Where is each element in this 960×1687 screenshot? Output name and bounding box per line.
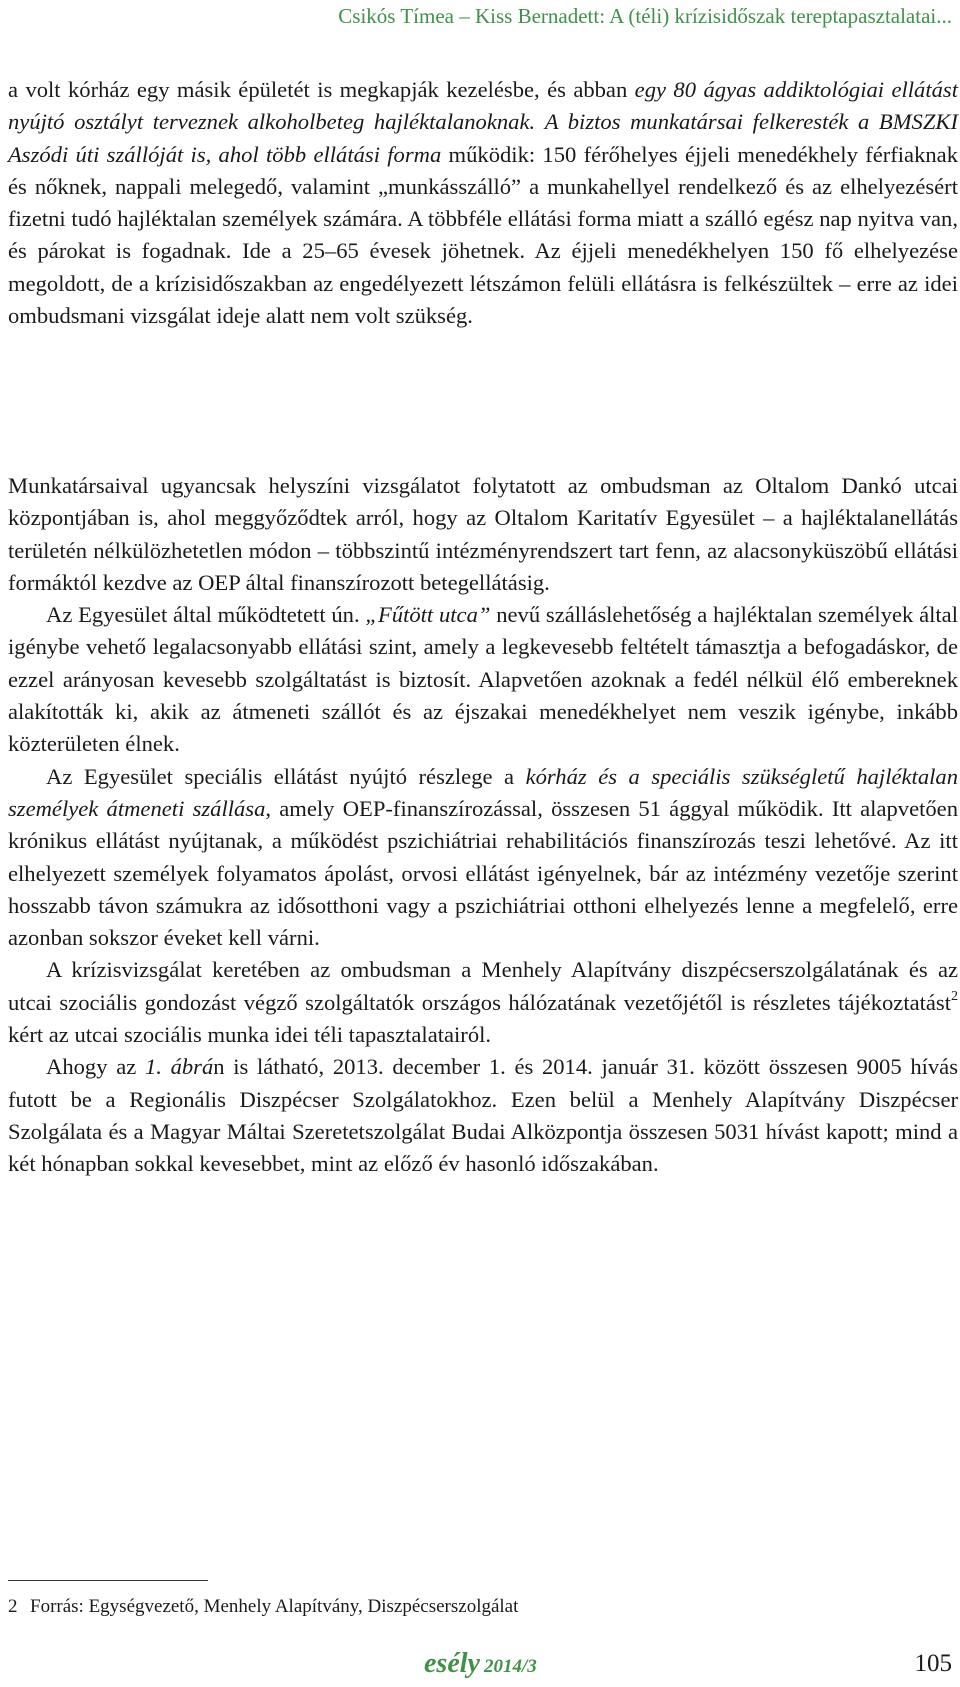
footnote — [8, 1595, 518, 1619]
paragraph: Az Egyesület speciális ellátást nyújtó részlege a kórház és a speciális szükségletű hajléktalan személyek átmeneti szállása, amely OEP-finanszírozással, összesen 51 ággyal működik. Itt alapvetően krónikus ellátást nyújtanak, a működést pszichiátriai rehabilitációs finanszírozás teszi lehetővé. Az itt elhelyezett személyek folyamatos ápolást, orvosi ellátást igényelnek, bár az intézmény vezetője szerint hosszabb távon számukra az idősotthoni vagy a pszichiátriai otthoni elhelyezés lenne a megfelelő, erre azonban sokszor éveket kell várni. — [8, 763, 958, 951]
text-block-main — [8, 470, 958, 1181]
footnote-text: Forrás: Egységvezető, Menhely Alapítvány, Diszpécserszolgálat — [30, 1596, 519, 1617]
running-header: Csikós Tímea – Kiss Bernadett: A (téli) krízisidőszak tereptapasztalatai... — [338, 4, 952, 28]
italic-phrase: kórház és a speciális szükségletű hajléktalan személyek átmeneti szállása — [8, 763, 958, 821]
figure-reference[interactable]: 1. ábrá — [144, 1054, 214, 1080]
journal-name: esély — [424, 1648, 480, 1679]
paragraph: Az Egyesület által működtetett ún. „Fűtött utca” nevű szálláslehetőség a hajléktalan személyek által igénybe vehető legalacsonyabb ellátási szint, amely a legkevesebb feltételt támasztja a befogadáskor, de ezzel arányosan kevesebb szolgáltatást is biztosít. Alapvetően azoknak a fedél nélkül élő embereknek alakították ki, akik az átmeneti szállót és az éjszakai menedékhelyet nem veszik igénybe, inkább közterületen élnek. — [8, 602, 958, 757]
page-number: 105 — [914, 1650, 952, 1677]
journal-issue: 2014/3 — [483, 1656, 537, 1677]
text-block-top — [8, 74, 958, 332]
italic-phrase: „Fűtött utca” — [365, 602, 491, 628]
paragraph: Munkatársaival ugyancsak helyszíni vizsgálatot folytatott az ombudsman az Oltalom Dankó utcai központjában is, ahol meggyőződtek arról, hogy az Oltalom Karitatív Egyesület – a hajléktalanellátás területén nélkülözhetetlen módon – többszintű intézményrendszert tart fenn, az alacsonyküszöbű ellátási formáktól kezdve az OEP által finanszírozott betegellátásig. — [8, 473, 958, 595]
footnote-number: 2 — [8, 1596, 18, 1617]
paragraph: A krízisvizsgálat keretében az ombudsman a Menhely Alapítvány diszpécserszolgálatának és az utcai szociális gondozást végző szolgáltatók országos hálózatának vezetőjétől is részletes tájékoztatást$^2$ kért az utcai szociális munka idei téli tapasztalatairól. — [8, 957, 958, 1048]
italic-phrase: A biztos munkatársai felkeresték a BMSZKI Aszódi úti szállóját is, ahol több ellátási forma — [8, 109, 958, 167]
italic-phrase: egy 80 ágyas addiktológiai ellátást nyújtó osztályt terveznek alkoholbeteg hajléktalanoknak. — [8, 77, 958, 135]
paragraph: a volt kórház egy másik épületét is megkapják kezelésbe, és abban egy 80 ágyas addiktológiai ellátást nyújtó osztályt terveznek alkoholbeteg hajléktalanoknak. A biztos munkatársai felkeresték a BMSZKI Aszódi úti szállóját is, ahol több ellátási forma működik: 150 férőhelyes éjjeli menedékhely férfiaknak és nőknek, nappali melegedő, valamint „munkásszálló” a munkahellyel rendelkező és az elhelyezésért fizetni tudó hajléktalan személyek számára. A többféle ellátási forma miatt a szálló egész nap nyitva van, és párokat is fogadnak. Ide a 25–65 évesek jöhetnek. Az éjjeli menedékhelyen 150 fő elhelyezése megoldott, de a krízisidőszakban az engedélyezett létszámon felüli ellátásra is felkészültek – erre az idei ombudsmani vizsgálat ideje alatt nem volt szükség. — [8, 77, 958, 329]
footnote-divider — [8, 1580, 208, 1581]
footnote-reference[interactable]: 2 — [951, 988, 958, 1004]
paragraph: Ahogy az 1. ábrán is látható, 2013. december 1. és 2014. január 31. között összesen 9005 hívás futott be a Regionális Diszpécser Szolgálatokhoz. Ezen belül a Menhely Alapítvány Diszpécser Szolgálata és a Magyar Máltai Szeretetszolgálat Budai Alközpontja összesen 5031 hívást kapott; mind a két hónapban sokkal kevesebbet, mint az előző év hasonló időszakában. — [8, 1054, 959, 1177]
journal-footer — [424, 1648, 537, 1680]
